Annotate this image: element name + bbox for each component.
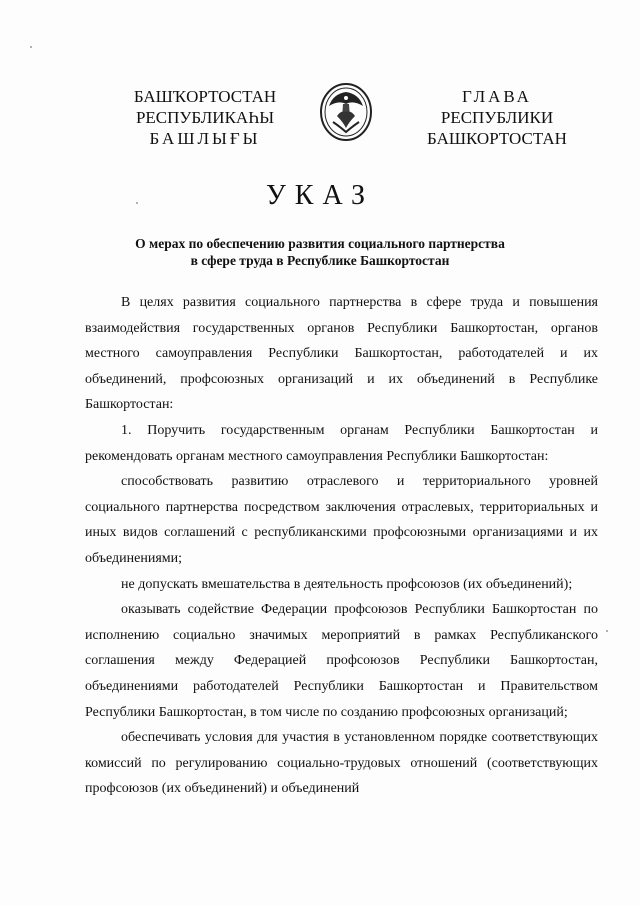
scan-speck [606, 630, 608, 632]
scan-speck [136, 202, 138, 204]
header-left-line: РЕСПУБЛИКАҺЫ [135, 108, 275, 127]
header-right-russian [412, 86, 582, 149]
subject-line: О мерах по обеспечению развития социального партнерства [135, 236, 505, 251]
scan-speck [30, 46, 32, 48]
header-left-line: БАШҠОРТОСТАН [133, 87, 277, 106]
body-paragraph: способствовать развитию отраслевого и территориального уровней социального партнерства посредством заключения отраслевых, территориальных и иных видов соглашений с республиканскими профсоюзными организациями и их объединениями; [85, 474, 598, 566]
subject-line: в сфере труда в Республике Башкортостан [190, 253, 450, 268]
document-subject [100, 235, 540, 269]
header-right-line: БАШКОРТОСТАН [427, 129, 567, 148]
body-paragraph: В целях развития социального партнерства в сфере труда и повышения взаимодействия государственных органов Республики Башкортостан, органов местного самоуправления Республики Башкортостан, работодателей и их объединений, профсоюзных организаций и их объединений в Республике Башкортостан: [85, 295, 598, 413]
header-left-bashkir [110, 86, 300, 149]
body-paragraph: 1. Поручить государственным органам Республики Башкортостан и рекомендовать органам местного самоуправления Республики Башкортостан: [85, 422, 598, 464]
bashkortostan-emblem-icon [319, 82, 373, 142]
document-body [85, 290, 598, 802]
body-paragraph: не допускать вмешательства в деятельность профсоюзов (их объединений); [121, 576, 573, 592]
header-right-line: ГЛАВА [462, 87, 532, 106]
body-paragraph: оказывать содействие Федерации профсоюзов Республики Башкортостан по исполнению социально значимых мероприятий в рамках Республиканского соглашения между Федерацией профсоюзов Республики Башкортостан, объединениями работодателей Республики Башкортостан и Правительством Республики Башкортостан, в том числе по созданию профсоюзных организаций; [85, 602, 598, 720]
header-right-line: РЕСПУБЛИКИ [440, 108, 554, 127]
header-left-line: БАШЛЫҒЫ [149, 129, 261, 148]
document-title: УКАЗ [265, 180, 375, 211]
body-paragraph: обеспечивать условия для участия в установленном порядке соответствующих комиссий по регулированию социально-трудовых отношений (соответствующих профсоюзов (их объединений) и объединений [85, 730, 598, 797]
